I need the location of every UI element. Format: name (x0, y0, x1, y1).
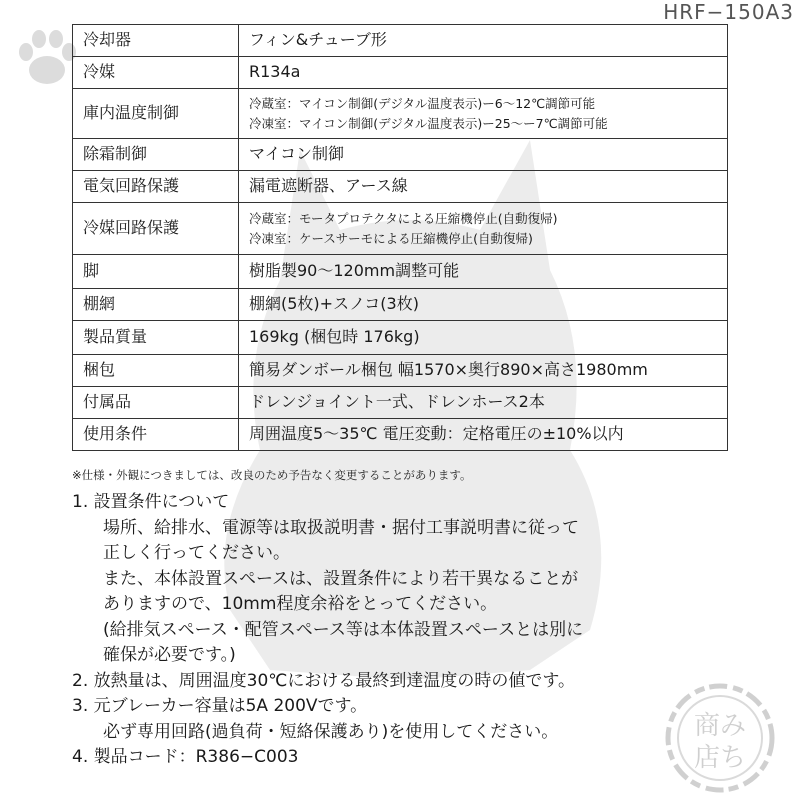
disclaimer-note: ※仕様・外観につきましては、改良のため予告なく変更することがあります。 (72, 468, 472, 482)
table-row (73, 203, 728, 255)
note-1-line: また、本体設置スペースは、設置条件により若干異なることが (103, 568, 579, 589)
table-row (73, 25, 728, 57)
row-label: 庫内温度制御 (73, 89, 239, 139)
row-value: R134a (239, 57, 728, 89)
table-row (73, 321, 728, 355)
row-value: マイコン制御 (239, 139, 728, 171)
row-value: フィン&チューブ形 (239, 25, 728, 57)
svg-text:商み: 商み (693, 711, 747, 741)
row-label: 冷媒回路保護 (73, 203, 239, 255)
note-1-title: 1. 設置条件について (72, 492, 230, 512)
note-1-line: 確保が必要です。) (103, 645, 236, 665)
spec-table (72, 24, 728, 451)
note-1-line: 場所、給排水、電源等は取扱説明書・据付工事説明書に従って (103, 517, 579, 538)
table-row (73, 171, 728, 203)
row-value: 簡易ダンボール梱包 幅1570×奥行890×高さ1980mm (239, 355, 728, 387)
table-row (73, 419, 728, 451)
value-line: 冷蔵室：マイコン制御(デジタル温度表示)ー6〜12℃調節可能 (249, 96, 596, 112)
row-label: 製品質量 (73, 321, 239, 355)
table-row (73, 255, 728, 289)
note-3-line: 必ず専用回路(過負荷・短絡保護あり)を使用してください。 (103, 721, 559, 742)
shop-stamp-icon (660, 680, 780, 796)
row-label: 除霜制御 (73, 139, 239, 171)
installation-notes (72, 490, 732, 771)
row-value (239, 203, 728, 255)
row-label: 使用条件 (73, 419, 239, 451)
row-value: 周囲温度5〜35℃ 電圧変動：定格電圧の±10%以内 (239, 419, 728, 451)
table-row (73, 57, 728, 89)
row-label: 冷媒 (73, 57, 239, 89)
note-1-line: ありますので、10mm程度余裕をとってください。 (103, 594, 498, 614)
row-value (239, 89, 728, 139)
note-1-line: 正しく行ってください。 (103, 543, 290, 563)
table-row (73, 387, 728, 419)
note-2: 2. 放熱量は、周囲温度30℃における最終到達温度の時の値です。 (72, 670, 575, 691)
note-3-title: 3. 元ブレーカー容量は5A 200Vです。 (72, 696, 368, 716)
model-number: HRF−150A3 (663, 0, 794, 24)
note-1-line: (給排気スペース・配管スペース等は本体設置スペースとは別に (103, 619, 584, 640)
value-line: 冷凍室：マイコン制御(デジタル温度表示)ー25〜ー7℃調節可能 (249, 115, 608, 131)
row-value: 漏電遮断器、アース線 (239, 171, 728, 203)
note-4: 4. 製品コード：R386−C003 (72, 747, 299, 767)
svg-text:店ち: 店ち (693, 743, 747, 773)
row-label: 冷却器 (73, 25, 239, 57)
row-value: 169kg (梱包時 176kg) (239, 321, 728, 355)
row-label: 電気回路保護 (73, 171, 239, 203)
row-value: ドレンジョイント一式、ドレンホース2本 (239, 387, 728, 419)
paw-icon (14, 26, 80, 92)
row-value: 樹脂製90〜120mm調整可能 (239, 255, 728, 289)
value-line: 冷蔵室：モータプロテクタによる圧縮機停止(自動復帰) (249, 211, 558, 227)
row-value: 棚網(5枚)+スノコ(3枚) (239, 289, 728, 321)
row-label: 付属品 (73, 387, 239, 419)
table-row (73, 139, 728, 171)
table-row (73, 355, 728, 387)
row-label: 棚網 (73, 289, 239, 321)
row-label: 梱包 (73, 355, 239, 387)
table-row (73, 289, 728, 321)
value-line: 冷凍室：ケースサーモによる圧縮機停止(自動復帰) (249, 230, 533, 246)
table-row (73, 89, 728, 139)
row-label: 脚 (73, 255, 239, 289)
